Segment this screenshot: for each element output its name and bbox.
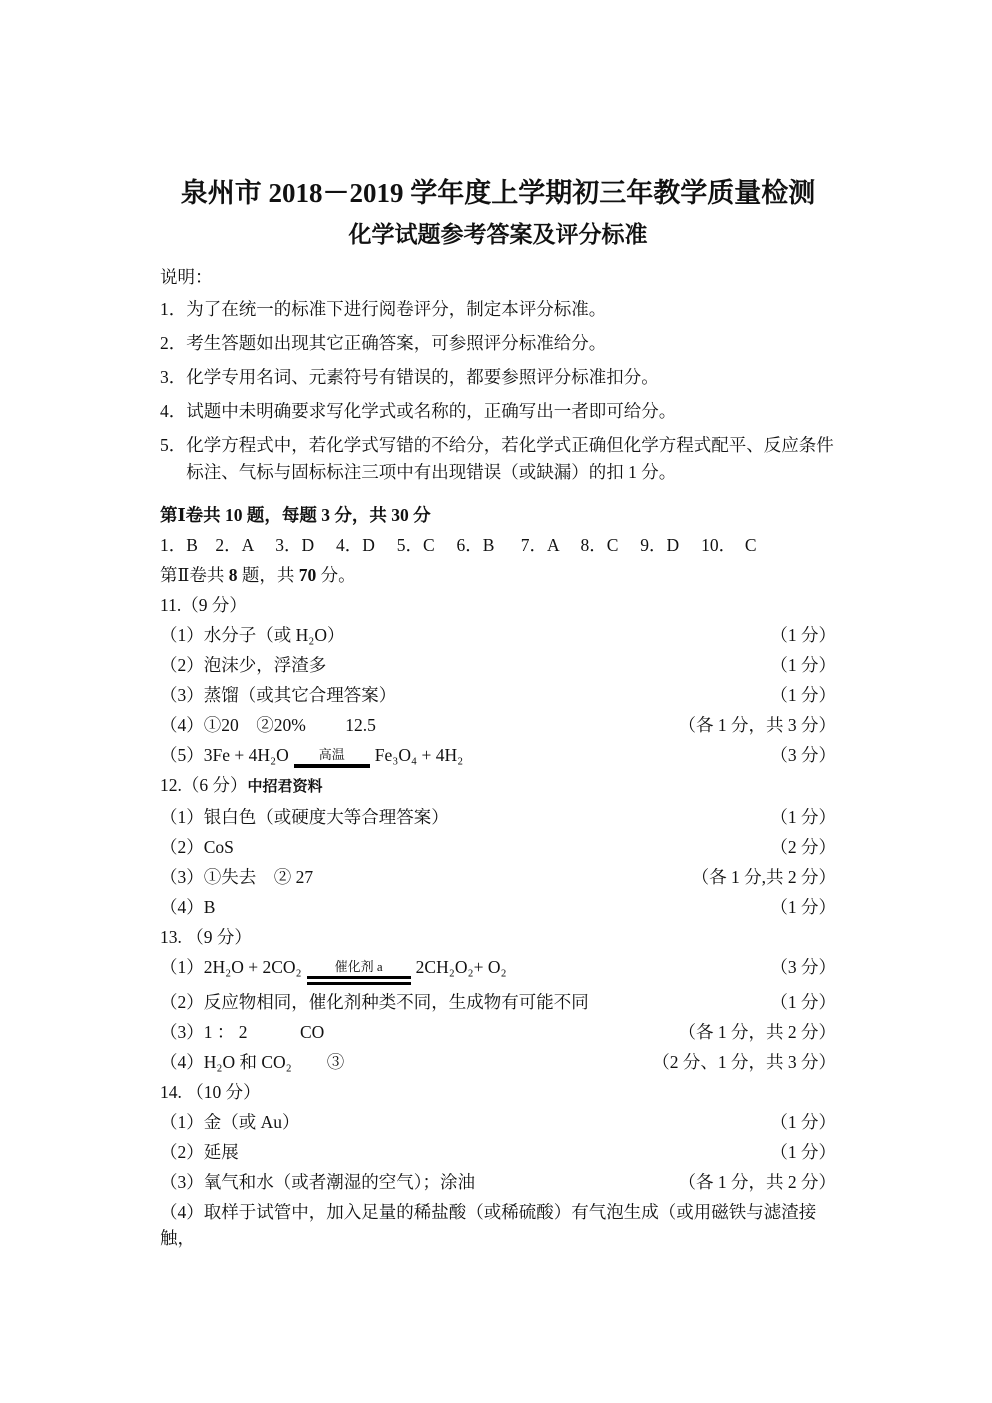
answer-line — [160, 712, 836, 738]
note-number: 2． — [160, 333, 187, 353]
answer-text: （4）B — [160, 897, 216, 917]
score-label: （1 分） — [770, 897, 836, 917]
equation-reactants: （1）2H₂O + 2CO₂ — [160, 957, 302, 977]
reaction-condition-over-line — [307, 959, 411, 985]
score-label: （各 1 分，共 2 分） — [678, 1172, 836, 1192]
note-item — [160, 296, 836, 323]
score-label: （1 分） — [770, 1112, 836, 1132]
answer-line — [160, 682, 836, 708]
answer-text: （4）①20 ②20% 12.5 — [160, 715, 376, 735]
reaction-condition-text: 高温 — [318, 747, 345, 762]
answer-text: （2）延展 — [160, 1142, 239, 1162]
note-item — [160, 330, 836, 357]
section2-total-score: 70 — [298, 565, 317, 585]
score-label: （1 分） — [770, 625, 836, 645]
note-number: 3． — [160, 367, 187, 387]
answer-line — [160, 804, 836, 830]
chemical-equation — [160, 954, 762, 985]
answer-line — [160, 622, 836, 648]
answer-line-equation — [160, 954, 836, 985]
reaction-condition-over-line — [294, 747, 370, 768]
document-title: 泉州市 2018－2019 学年度上学期初三年教学质量检测 — [180, 178, 816, 208]
score-label: （各 1 分，共 3 分） — [678, 715, 836, 735]
score-label: （各 1 分,共 2 分） — [691, 867, 836, 887]
answer-line — [160, 834, 836, 860]
score-label: （1 分） — [770, 1142, 836, 1162]
answer-line — [160, 1169, 836, 1195]
section2-question-count: 8 — [228, 565, 238, 585]
answer-line — [160, 989, 836, 1015]
note-text: 考生答题如出现其它正确答案，可参照评分标准给分。 — [186, 333, 607, 353]
answer-line — [160, 1109, 836, 1135]
section2-text: 第Ⅱ卷共 — [160, 565, 229, 585]
note-text: 化学专用名词、元素符号有错误的，都要参照评分标准扣分。 — [186, 367, 659, 387]
question-number: 12.（6 分） — [160, 775, 248, 795]
equation-products: Fe₃O₄ + 4H₂ — [374, 745, 464, 765]
score-label: （2 分、1 分，共 3 分） — [652, 1052, 836, 1072]
answer-text: （3）1 ： 2 CO — [160, 1022, 325, 1042]
answer-text: （3）氧气和水（或者潮湿的空气）；涂油 — [160, 1172, 475, 1192]
reaction-line-double — [307, 976, 411, 985]
note-text: 化学方程式中，若化学式写错的不给分，若化学式正确但化学方程式配平、反应条件标注、气标与固标标注三项中有出现错误（或缺漏）的扣 1 分。 — [186, 435, 834, 482]
answer-text: （4）取样于试管中，加入足量的稀盐酸（或稀硫酸）有气泡生成（或用磁铁与滤渣接触， — [160, 1202, 817, 1248]
score-label: （1 分） — [770, 655, 836, 675]
answer-text: （4）H₂O 和 CO₂ ③ — [160, 1052, 345, 1072]
answer-line — [160, 894, 836, 920]
section2-text: 分。 — [316, 565, 356, 585]
question-11-header: 11.（9 分） — [160, 595, 247, 615]
score-label: （1 分） — [770, 807, 836, 827]
section2-header — [160, 560, 836, 590]
watermark-text: 中招君资料 — [247, 778, 323, 795]
note-number: 4． — [160, 401, 187, 421]
equation-products: 2CH₂O₂+ O₂ — [415, 957, 507, 977]
answer-text: （2）CoS — [160, 837, 234, 857]
score-label: （1 分） — [770, 685, 836, 705]
answer-text: （1）银白色（或硬度大等合理答案） — [160, 807, 449, 827]
section1-header: 第Ⅰ卷共 10 题，每题 3 分，共 30 分 — [160, 505, 431, 525]
answer-text: （3）①失去 ② 27 — [160, 867, 314, 887]
equation-reactants: （5）3Fe + 4H₂O — [160, 745, 289, 765]
notes-label: 说明： — [160, 267, 213, 287]
score-label: （3 分） — [770, 745, 836, 765]
note-text: 试题中未明确要求写化学式或名称的，正确写出一者即可给分。 — [186, 401, 677, 421]
score-label: （各 1 分，共 2 分） — [678, 1022, 836, 1042]
section2-text: 题，共 — [237, 565, 299, 585]
reaction-condition-text: 催化剂 a — [334, 959, 383, 974]
note-number: 1． — [160, 299, 187, 319]
question-12-header — [160, 772, 836, 800]
answer-line-equation — [160, 742, 836, 768]
question-13-header: 13. （9 分） — [160, 927, 252, 947]
answer-line — [160, 652, 836, 678]
chemical-equation — [160, 742, 762, 768]
note-text: 为了在统一的标准下进行阅卷评分，制定本评分标准。 — [186, 299, 607, 319]
answer-line — [160, 1019, 836, 1045]
answer-text: （2）泡沫少，浮渣多 — [160, 655, 327, 675]
answer-text: （3）蒸馏（或其它合理答案） — [160, 685, 397, 705]
score-label: （3 分） — [770, 957, 836, 977]
note-number: 5． — [160, 435, 187, 455]
question-14-header: 14. （10 分） — [160, 1082, 261, 1102]
answer-text: （1）金（或 Au） — [160, 1112, 300, 1132]
note-item — [160, 432, 836, 486]
answer-text: （2）反应物相同，催化剂种类不同，生成物有可能不同 — [160, 992, 589, 1012]
score-label: （2 分） — [770, 837, 836, 857]
reaction-line-single — [294, 764, 370, 768]
answer-line — [160, 1049, 836, 1075]
multiple-choice-answers: 1．B 2．A 3．D 4．D 5．C 6．B 7．A 8．C 9．D 10． C — [160, 535, 757, 555]
note-item — [160, 364, 836, 391]
answer-line — [160, 864, 836, 890]
document-subtitle: 化学试题参考答案及评分标准 — [348, 222, 648, 247]
note-item — [160, 398, 836, 425]
answer-line — [160, 1199, 836, 1251]
answer-text: （1）水分子（或 H₂O） — [160, 625, 345, 645]
answer-line — [160, 1139, 836, 1165]
score-label: （1 分） — [770, 992, 836, 1012]
